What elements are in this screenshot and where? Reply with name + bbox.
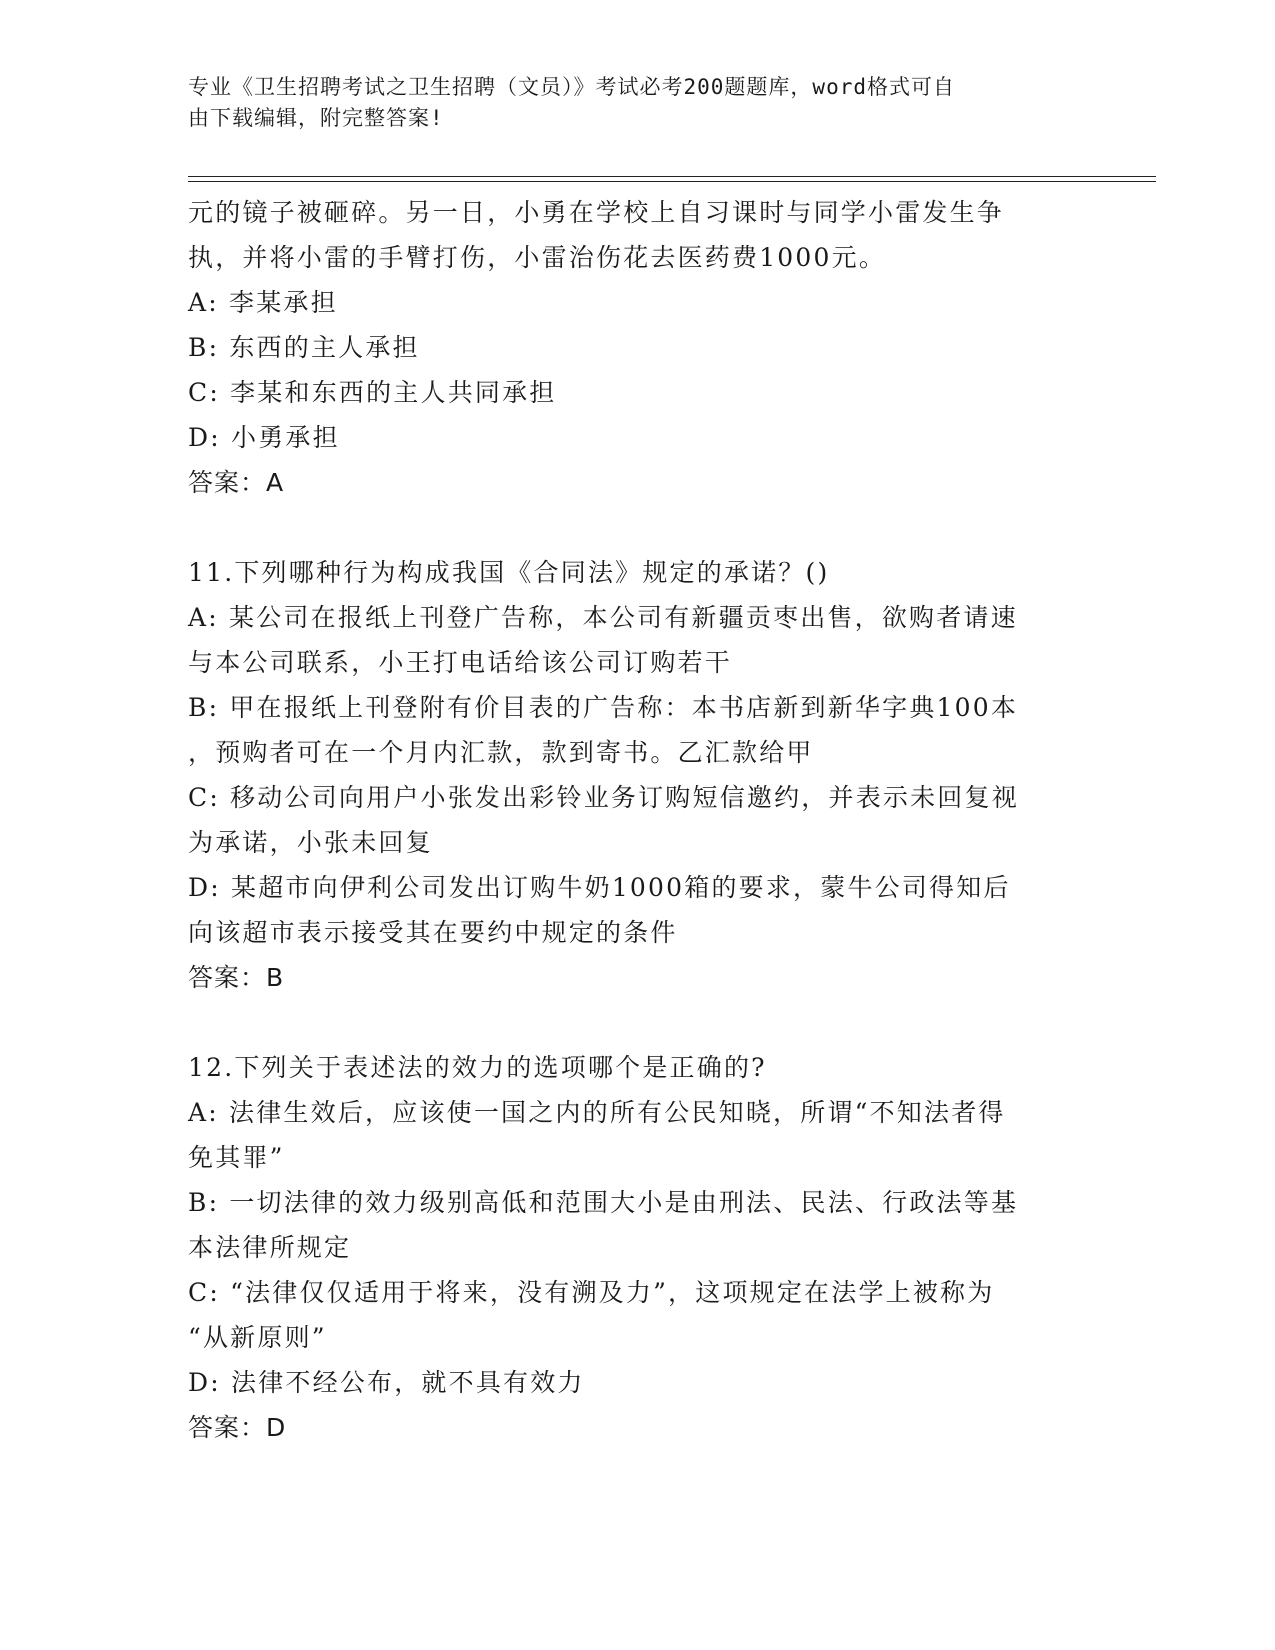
header-line-1: 专业《卫生招聘考试之卫生招聘（文员）》考试必考200题题库，word格式可自 <box>188 75 955 99</box>
header-divider-bottom <box>188 181 1156 182</box>
header-line-2: 由下载编辑，附完整答案! <box>188 106 444 130</box>
option-c-line-2: 为承诺，小张未回复 <box>188 828 433 857</box>
option-b-line-1: B: 一切法律的效力级别高低和范围大小是由刑法、民法、行政法等基 <box>188 1188 1019 1217</box>
option-b-line-1: B: 甲在报纸上刊登附有价目表的广告称：本书店新到新华字典100本 <box>188 693 1019 722</box>
option-a: A: 李某承担 <box>188 288 338 317</box>
option-c-line-1: C: 移动公司向用户小张发出彩铃业务订购短信邀约，并表示未回复视 <box>188 783 1019 812</box>
option-d: D: 小勇承担 <box>188 423 340 452</box>
option-a-line-1: A: 某公司在报纸上刊登广告称，本公司有新疆贡枣出售，欲购者请速 <box>188 603 1018 632</box>
spacer <box>188 1000 1088 1045</box>
option-d: D: 法律不经公布，就不具有效力 <box>188 1368 585 1397</box>
option-c-line-1: C: “法律仅仅适用于将来，没有溯及力”，这项规定在法学上被称为 <box>188 1278 995 1307</box>
document-header <box>188 72 1068 134</box>
question-11 <box>188 550 1088 1000</box>
answer-label: 答案：A <box>188 468 285 497</box>
question-10 <box>188 190 1088 505</box>
question-stem-line: 元的镜子被砸碎。另一日，小勇在学校上自习课时与同学小雷发生争 <box>188 198 1005 227</box>
option-c-line-2: “从新原则” <box>188 1323 327 1352</box>
option-b-line-2: 本法律所规定 <box>188 1233 352 1262</box>
option-a-line-2: 与本公司联系，小王打电话给该公司订购若干 <box>188 648 733 677</box>
option-b-line-2: ，预购者可在一个月内汇款，款到寄书。乙汇款给甲 <box>188 738 814 767</box>
option-d-line-2: 向该超市表示接受其在要约中规定的条件 <box>188 918 678 947</box>
answer-label: 答案：B <box>188 963 285 992</box>
option-a-line-1: A: 法律生效后，应该使一国之内的所有公民知晓，所谓“不知法者得 <box>188 1098 1006 1127</box>
question-stem: 11.下列哪种行为构成我国《合同法》规定的承诺？() <box>188 558 830 587</box>
spacer <box>188 505 1088 550</box>
option-a-line-2: 免其罪” <box>188 1143 285 1172</box>
option-b: B: 东西的主人承担 <box>188 333 420 362</box>
option-d-line-1: D: 某超市向伊利公司发出订购牛奶1000箱的要求，蒙牛公司得知后 <box>188 873 1011 902</box>
question-12 <box>188 1045 1088 1450</box>
header-divider-top <box>188 176 1156 177</box>
question-stem: 12.下列关于表述法的效力的选项哪个是正确的? <box>188 1053 767 1082</box>
answer-label: 答案：D <box>188 1413 287 1442</box>
question-stem-line: 执，并将小雷的手臂打伤，小雷治伤花去医药费1000元。 <box>188 243 887 272</box>
question-content <box>188 190 1088 1450</box>
option-c: C: 李某和东西的主人共同承担 <box>188 378 557 407</box>
